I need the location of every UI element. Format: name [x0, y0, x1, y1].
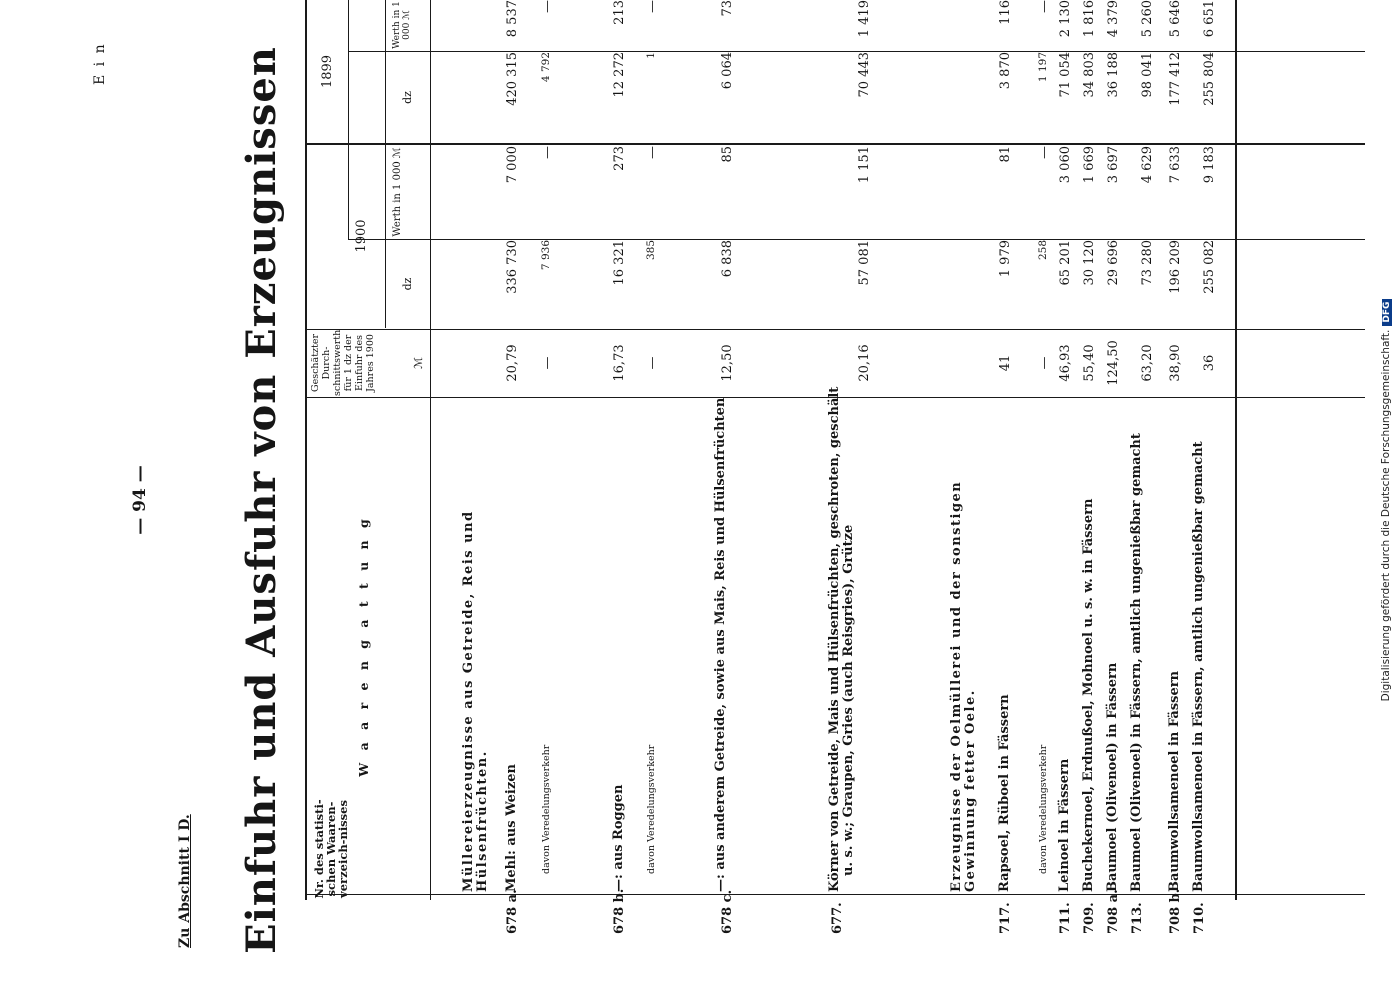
row-dz-1900: 29 696 — [1106, 240, 1121, 286]
row-dz-1900: 65 201 — [1058, 240, 1073, 286]
row-dz-1900: 30 120 — [1082, 240, 1097, 286]
row-price: 38,90 — [1168, 344, 1183, 382]
row-code: 678 a. — [505, 889, 520, 934]
group-heading: Erzeugnisse der Oelmüllerei und der sonstigen Gewinnung fetter Oele. — [949, 480, 978, 892]
row-price: 63,20 — [1140, 344, 1155, 382]
header-werth-1900: Werth in 1 000 ℳ — [392, 147, 403, 237]
table-bottom-rule — [1235, 0, 1237, 900]
subheader-rule — [385, 0, 386, 328]
section-reference: Zu Abschnitt I D. — [177, 814, 193, 948]
header-year-1899: 1899 — [320, 54, 335, 89]
row-code: 709. — [1082, 902, 1097, 934]
row-code: 713. — [1130, 902, 1145, 934]
row-werth-1899: — — [540, 0, 555, 13]
row-werth-1900: — — [540, 146, 555, 159]
row-dz-1900: 336 730 — [505, 240, 520, 294]
row-werth-1900: — — [645, 146, 660, 159]
row-desc: Baumoel (Olivenoel) in Fässern, amtlich ungenießbar gemacht — [1129, 433, 1144, 892]
row-price: 16,73 — [612, 344, 627, 382]
row-price: 12,50 — [720, 344, 735, 382]
row-dz-1899: 1 — [645, 52, 657, 59]
row-price: 41 — [998, 354, 1013, 372]
row-werth-1899: 1 419 — [857, 0, 872, 38]
row-dz-1900: 7 936 — [540, 240, 552, 271]
row-code: 678 b. — [612, 888, 627, 934]
row-code: 711. — [1058, 902, 1073, 934]
row-werth-1899: 116 — [998, 0, 1013, 25]
header-year-1900: 1900 — [354, 219, 369, 253]
row-werth-1900: 1 151 — [857, 146, 872, 184]
row-code: 678 c. — [720, 889, 735, 934]
row-dz-1900: 196 209 — [1168, 240, 1183, 294]
row-code: 677. — [830, 902, 845, 934]
row-dz-1899: 3 870 — [998, 52, 1013, 90]
row-desc: Rapsoel, Rüboel in Fässern — [997, 694, 1012, 892]
row-werth-1900: — — [1037, 146, 1052, 159]
row-dz-1900: 73 280 — [1140, 240, 1155, 286]
row-price: 20,16 — [857, 344, 872, 382]
row-dz-1900: 258 — [1037, 240, 1049, 261]
row-werth-1899: 213 — [612, 0, 627, 25]
row-dz-1899: 1 197 — [1037, 52, 1049, 83]
row-dz-1900: 255 082 — [1202, 240, 1217, 294]
row-werth-1899: 5 646 — [1168, 0, 1183, 38]
row-dz-1900: 6 838 — [720, 240, 735, 278]
page-number: — 94 — — [130, 465, 150, 535]
row-price: 124,50 — [1106, 340, 1121, 386]
dfg-logo: DFG — [1382, 299, 1392, 326]
header-durchschnittswerth: Geschätzter Durch-schnittswerth für 1 dz der Einfuhr des Jahres 1900 — [310, 329, 376, 396]
table-top-rule — [305, 0, 307, 900]
row-dz-1900: 16 321 — [612, 240, 627, 286]
row-werth-1899: 8 537 — [505, 0, 520, 38]
continued-heading-fragment: E i n — [92, 42, 108, 85]
row-werth-1900: 7 633 — [1168, 146, 1183, 184]
row-dz-1899: 4 792 — [540, 52, 552, 83]
row-price: 46,93 — [1058, 344, 1073, 382]
header-dz-1899: dz — [401, 91, 414, 104]
group-heading: Müllereierzeugnisse aus Getreide, Reis und Hülsenfrüchten. — [461, 510, 490, 892]
header-werth-1899: Werth in 1 000 ℳ — [392, 1, 412, 49]
row-desc-sub: davon Veredelungsverkehr — [541, 744, 552, 874]
row-werth-1899: 2 130 — [1058, 0, 1073, 38]
row-dz-1899: 34 803 — [1082, 52, 1097, 98]
row-dz-1899: 420 315 — [505, 52, 520, 106]
row-desc: Baumoel (Olivenoel) in Fässern — [1105, 662, 1120, 892]
row-dz-1899: 6 064 — [720, 52, 735, 90]
row-dz-1900: 1 979 — [998, 240, 1013, 278]
row-price: 36 — [1202, 354, 1217, 372]
row-werth-1900: 4 629 — [1140, 146, 1155, 184]
year-rule — [348, 0, 349, 240]
row-werth-1899: 6 651 — [1202, 0, 1217, 38]
row-dz-1899: 71 054 — [1058, 52, 1073, 98]
row-price: — — [645, 356, 660, 370]
row-werth-1900: 3 060 — [1058, 146, 1073, 184]
row-werth-1900: 3 697 — [1106, 146, 1121, 184]
row-desc: Leinoel in Fässern — [1057, 758, 1072, 892]
row-price: 20,79 — [505, 344, 520, 382]
row-dz-1900: 385 — [645, 240, 657, 261]
row-werth-1900: 81 — [998, 146, 1013, 163]
row-werth-1900: 1 669 — [1082, 146, 1097, 184]
row-desc: Buchekernoel, Erdnußoel, Mohnoel u. s. w. in Fässern — [1081, 498, 1096, 892]
row-werth-1900: 85 — [720, 146, 735, 163]
row-price: 55,40 — [1082, 344, 1097, 382]
row-dz-1899: 36 188 — [1106, 52, 1121, 98]
header-nr: Nr. des statisti-schen Waaren-verzeich-nisses — [312, 799, 350, 899]
row-dz-1899: 255 804 — [1202, 52, 1217, 106]
header-durchschnittswerth-unit: ℳ — [412, 357, 425, 369]
digitization-credit — [1380, 0, 1392, 1000]
row-werth-1900: 273 — [612, 146, 627, 171]
row-code: 708 a. — [1106, 889, 1121, 934]
row-werth-1900: 7 000 — [505, 146, 520, 184]
page-title: Einfuhr und Ausfuhr von Erzeugnissen — [238, 46, 285, 954]
row-werth-1899: 73 — [720, 0, 735, 17]
row-price: — — [1037, 356, 1052, 370]
row-desc: —: aus Roggen — [611, 784, 626, 892]
row-dz-1899: 12 272 — [612, 52, 627, 98]
header-waarengattung: W a a r e n g a t t u n g — [356, 515, 371, 777]
row-werth-1899: — — [645, 0, 660, 13]
row-desc-sub: davon Veredelungsverkehr — [1038, 744, 1049, 874]
row-desc: —: aus anderem Getreide, sowie aus Mais, Reis und Hülsenfrüchten — [713, 397, 728, 892]
row-desc-sub: davon Veredelungsverkehr — [646, 744, 657, 874]
credit-text: Digitalisierung gefördert durch die Deutsche Forschungsgemeinschaft. — [1380, 329, 1392, 702]
header-dz-1900: dz — [401, 277, 414, 291]
row-price: — — [540, 356, 555, 370]
row-werth-1899: 5 260 — [1140, 0, 1155, 38]
row-desc: Baumwollsamenoel in Fässern, amtlich ungenießbar gemacht — [1191, 441, 1206, 892]
row-werth-1899: — — [1037, 0, 1052, 13]
row-code: 717. — [998, 902, 1013, 934]
row-desc: Mehl: aus Weizen — [504, 764, 519, 892]
row-dz-1899: 70 443 — [857, 52, 872, 98]
row-dz-1899: 98 041 — [1140, 52, 1155, 98]
row-werth-1899: 1 816 — [1082, 0, 1097, 38]
row-dz-1899: 177 412 — [1168, 52, 1183, 106]
row-desc: Baumwollsamenoel in Fässern — [1167, 670, 1182, 892]
row-werth-1900: 9 183 — [1202, 146, 1217, 184]
row-code: 710. — [1192, 902, 1207, 934]
row-dz-1900: 57 081 — [857, 240, 872, 286]
row-werth-1899: 4 379 — [1106, 0, 1121, 38]
row-desc: Körner von Getreide, Mais und Hülsenfrüchten, geschroten, geschält u. s. w.; Graupen, Gries (auch Reisgries), Grütze — [827, 386, 856, 892]
row-code: 708 b. — [1168, 888, 1183, 934]
header-bottom-rule — [430, 0, 431, 900]
